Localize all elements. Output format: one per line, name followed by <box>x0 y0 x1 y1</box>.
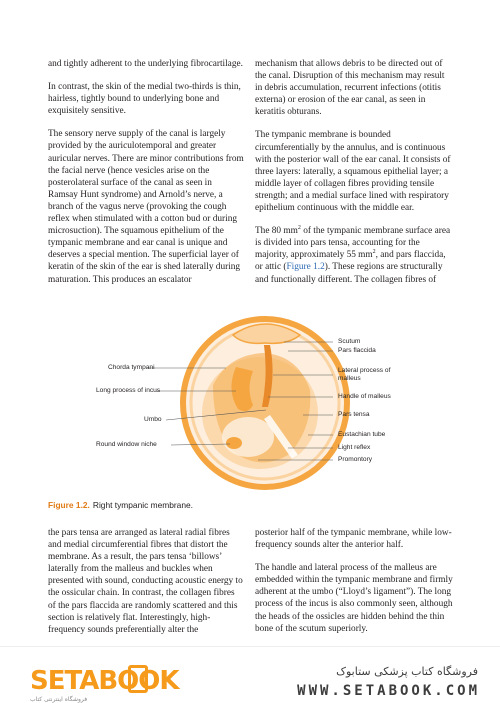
logo-subtitle: فروشگاه اینترنتی کتاب <box>30 696 88 703</box>
label-umbo: Umbo <box>144 416 162 423</box>
setabook-logo[interactable]: SETABOOK <box>30 666 179 696</box>
figure-caption <box>48 500 193 510</box>
bottom-left-column <box>48 527 244 647</box>
label-handle-of-malleus: Handle of malleus <box>338 393 391 400</box>
paragraph: posterior half of the tympanic membrane, while low-frequency sounds alter the anterior half. <box>255 528 452 551</box>
label-promontory: Promontory <box>338 456 373 463</box>
paragraph: the pars tensa are arranged as lateral radial fibres and medial circumferential fibres that distort the membrane. As a result, the pars tensa ‘billows’ laterally from the malleus and buckles when presented with sound, conducting acoustic energy to the ossicular chain. In contrast, the collagen fibres of the pars flaccida are randomly scattered and this section is relatively flat. Interestingly, high-frequency sounds preferentially alter the <box>48 528 243 635</box>
label-round-window-niche: Round window niche <box>96 441 157 448</box>
label-light-reflex: Light reflex <box>338 444 371 451</box>
paragraph: The 80 $mm^2$ of the tympanic membrane surface area is divided into pars tensa, accounting for the majority, approximately 55 $mm^2$, and pars flaccida, or attic (Figure 1.2). These regions are structurally and functionally different. The collagen fibres of <box>255 225 451 285</box>
top-right-column <box>255 58 453 297</box>
paragraph: In contrast, the skin of the medial two-thirds is thin, hairless, tightly bound to underlying bone and exquisitely sensitive. <box>48 82 241 117</box>
figure-caption-text: Right tympanic membrane. <box>92 500 193 510</box>
tympanic-membrane-illustration <box>48 305 458 490</box>
paragraph: and tightly adherent to the underlying fibrocartilage. <box>48 59 243 69</box>
paragraph: mechanism that allows debris to be directed out of the canal. Disruption of this mechanism may result in debris accumulation, recurrent infections (otitis externa) or erosion of the ear canal, as seen in keratitis obturans. <box>255 59 445 118</box>
figure-number: Figure 1.2. <box>48 500 90 510</box>
footer-banner <box>0 646 500 701</box>
label-chorda-tympani: Chorda tympani <box>108 364 155 371</box>
label-long-process-incus: Long process of incus <box>96 387 161 394</box>
store-url-link[interactable]: WWW.SETABOOK.COM <box>297 683 480 699</box>
paragraph: The sensory nerve supply of the canal is largely provided by the auriculotemporal and greater auricular nerves. There are minor contributions from the facial nerve (hence vesicles arise on the posterolateral surface of the canal as seen in Ramsay Hunt syndrome) and Arnold’s nerve, a branch of the vagus nerve (provoking the cough reflex when stimulated with a cotton bud or during microsuction). The squamous epithelium of the tympanic membrane and ear canal is unique and deserves a special mention. The superficial layer of keratin of the skin of the ear is shed laterally during maturation. This produces an escalator <box>48 129 244 285</box>
book-icon <box>128 665 148 693</box>
bottom-right-column <box>255 527 453 646</box>
top-left-column <box>48 58 244 297</box>
label-pars-tensa: Pars tensa <box>338 411 370 418</box>
tympanic-membrane-figure <box>48 305 458 490</box>
paragraph: The tympanic membrane is bounded circumferentially by the annulus, and is continuous with the posterior wall of the ear canal. It consists of three layers: laterally, a squamous epithelial layer; a middle layer of collagen fibres providing tensile strength; and a medial surface lined with respiratory epithelium continuous with the middle ear. <box>255 130 451 214</box>
label-pars-flaccida: Pars flaccida <box>338 347 376 354</box>
figure-reference-link[interactable]: Figure 1.2 <box>286 262 325 273</box>
label-eustachian-tube: Eustachian tube <box>338 431 386 438</box>
store-name: فروشگاه کتاب پزشکی ستابوک <box>336 665 478 678</box>
label-scutum: Scutum <box>338 338 361 345</box>
paragraph: The handle and lateral process of the malleus are embedded within the tympanic membrane and firmly adherent at the umbo (“Lloyd’s ligament”). The long process of the incus is also commonly seen, although the heads of the ossicles are hidden behind the thin bone of the scutum superiorly. <box>255 563 453 634</box>
label-lateral-process-malleus: Lateral process of malleus <box>338 367 391 382</box>
